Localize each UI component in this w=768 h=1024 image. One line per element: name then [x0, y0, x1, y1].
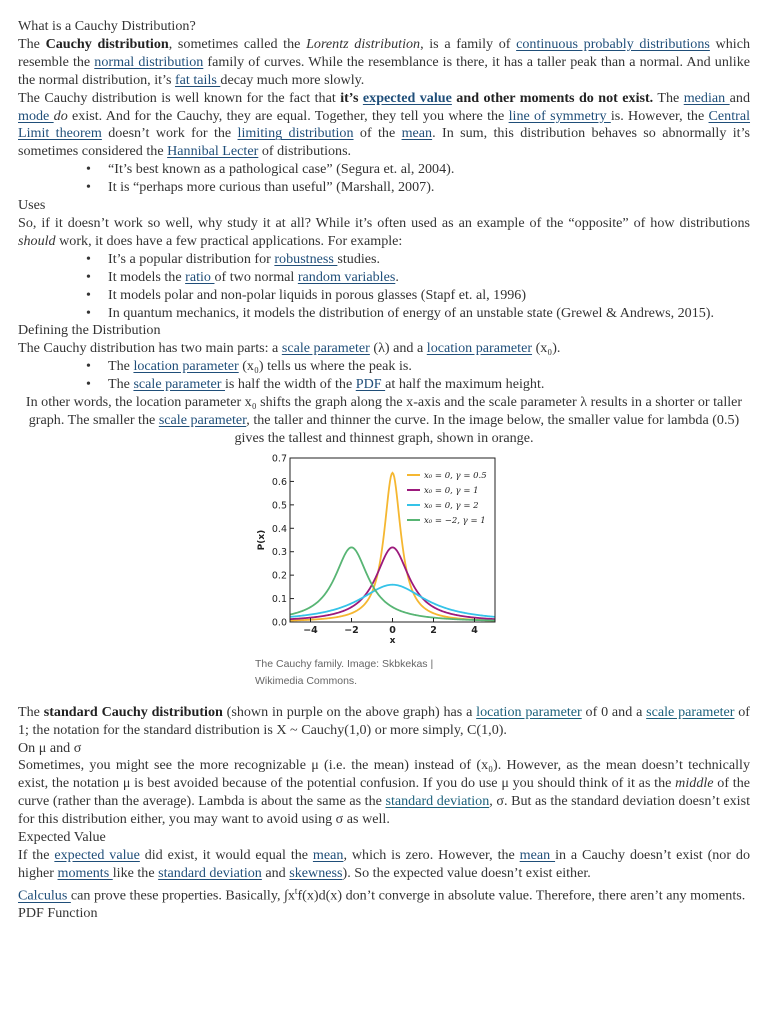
expected-paragraph: If the expected value did exist, it would equal the mean, which is zero. However, the mean in a Cauchy doesn’t exist (nor do higher moments like the standard deviation and skewness). So the expected value doesn’t exist either. Calculus can prove these properties. Basically, $\int x^tf(x)d(x)$ don’t converge in absolute value. Therefore, there aren’t any moments. — [18, 847, 751, 904]
link-robustness[interactable]: robustness — [274, 250, 338, 267]
link-fat-tails[interactable]: fat tails — [174, 71, 221, 88]
y-axis-label: P(x) — [257, 529, 267, 551]
x-tick-label: 0 — [389, 624, 396, 636]
link-standard-deviation-2[interactable]: standard deviation — [158, 864, 262, 881]
x-tick-label: −4 — [303, 624, 318, 636]
link-scale-parameter[interactable]: scale parameter — [281, 340, 370, 357]
link-pdf[interactable]: PDF — [355, 376, 386, 393]
legend-label: x₀ = 0, γ = 1 — [424, 485, 479, 496]
link-central-limit-theorem[interactable]: Central Limit theorem — [18, 107, 751, 142]
list-item: • It’s a popular distribution for robustness studies. — [108, 251, 750, 269]
document — [18, 18, 750, 923]
list-item: • It is “perhaps more curious than useful” (Marshall, 2007). — [108, 179, 750, 197]
parameters-list — [18, 358, 750, 394]
link-ratio[interactable]: ratio — [185, 268, 215, 285]
list-item: • “It’s best known as a pathological case” (Segura et. al, 2004). — [108, 161, 750, 179]
link-scale-parameter-2[interactable]: scale parameter — [133, 376, 225, 393]
heading-pdf-function: PDF Function — [18, 905, 98, 922]
plot-frame — [290, 458, 495, 622]
x-tick-label: 4 — [471, 624, 478, 636]
link-skewness[interactable]: skewness — [289, 864, 343, 881]
other-words-paragraph: In other words, the location parameter x₀ shifts the graph along the x-axis and the scale parameter λ results in a shorter or taller graph. The smaller the scale parameter, the taller and thinner the curve. In the image below, the smaller value for lambda (0.5) gives the tallest and thinnest graph, shown in orange. — [25, 394, 743, 446]
caption-line: The Cauchy family. Image: Skbkekas | — [255, 657, 434, 670]
heading-defining: Defining the Distribution — [18, 322, 161, 339]
link-expected-value[interactable]: expected value — [362, 89, 452, 106]
link-calculus[interactable]: Calculus — [18, 887, 71, 904]
y-tick-label: 0.7 — [271, 453, 287, 465]
list-item: • In quantum mechanics, it models the distribution of energy of an unstable state (Grewel & Andrews, 2015). — [108, 305, 750, 323]
figure-caption — [255, 656, 475, 690]
standard-paragraph: The standard Cauchy distribution (shown in purple on the above graph) has a location parameter of 0 and a scale parameter of 1; the notation for the standard distribution is X ~ Cauchy(1,0) or more simply, C(1,0). — [18, 703, 750, 738]
defining-paragraph: The Cauchy distribution has two main parts: a scale parameter (λ) and a location parameter (x₀). — [18, 340, 561, 357]
link-limiting-distribution[interactable]: limiting distribution — [237, 125, 354, 142]
legend-label: x₀ = 0, γ = 0.5 — [424, 470, 487, 481]
cauchy-chart — [250, 450, 500, 655]
y-tick-label: 0.6 — [271, 476, 287, 488]
uses-list — [18, 251, 750, 323]
x-axis-label: x — [389, 635, 396, 646]
link-mean-3[interactable]: mean — [519, 847, 556, 863]
quotes-list — [18, 161, 750, 197]
series-line-2 — [290, 547, 495, 619]
uses-paragraph: So, if it doesn’t work so well, why study it at all? While it’s often used as an example of the “opposite” of how distributions should work, it does have a few practical applications. For example: — [18, 214, 750, 249]
heading-mu-sigma: On μ and σ — [18, 739, 82, 756]
y-tick-label: 0.4 — [271, 523, 287, 535]
y-tick-label: 0.2 — [271, 570, 287, 582]
link-scale-parameter-3[interactable]: scale parameter — [158, 411, 247, 428]
y-tick-label: 0.1 — [271, 593, 287, 605]
link-median[interactable]: median — [683, 89, 730, 106]
heading-expected-value: Expected Value — [18, 829, 106, 846]
legend-label: x₀ = −2, γ = 1 — [424, 515, 486, 526]
heading-what-is: What is a Cauchy Distribution? — [18, 18, 196, 34]
link-mean-2[interactable]: mean — [312, 847, 344, 863]
intro-paragraph: The Cauchy distribution, sometimes called the Lorentz distribution, is a family of continuous probably distributions which resemble the normal distribution family of curves. While the resemblance is there, it has a taller peak than a normal. And unlike the normal distribution, it’s fat tails decay much more slowly. — [18, 35, 750, 88]
legend-label: x₀ = 0, γ = 2 — [424, 500, 479, 511]
link-continuous-distributions[interactable]: continuous probably distributions — [516, 35, 710, 52]
caption-line: Wikimedia Commons. — [255, 674, 358, 687]
link-random-variables[interactable]: random variables — [297, 268, 396, 285]
list-item: • The location parameter (x₀) tells us where the peak is. — [108, 358, 750, 376]
y-tick-label: 0.3 — [271, 546, 287, 558]
link-expected-value-2[interactable]: expected value — [54, 847, 140, 863]
moments-paragraph: The Cauchy distribution is well known for the fact that it’s expected value and other moments do not exist. The median and mode do exist. And for the Cauchy, they are equal. Together, they tell you where the line of symmetry is. However, the Central Limit theorem doesn’t work for the limiting distribution of the mean. In sum, this distribution behaves so abnormally it’s sometimes considered the Hannibal Lecter of distributions. — [18, 89, 751, 160]
x-tick-label: −2 — [344, 624, 359, 636]
link-moments[interactable]: moments — [57, 864, 113, 881]
list-item: • It models the ratio of two normal random variables. — [108, 269, 750, 287]
link-hannibal-lecter[interactable]: Hannibal Lecter — [167, 143, 259, 160]
mu-paragraph: Sometimes, you might see the more recognizable μ (i.e. the mean) instead of (x₀). However, as the mean doesn’t technically exist, the notation μ is best avoided because of the potential confusion. If you do use μ you should think of it as the middle of the curve (rather than the average). Lambda is about the same as the standard deviation, σ. But as the standard deviation doesn’t exist for this distribution either, you may want to avoid using σ as well. — [18, 757, 751, 828]
link-scale-parameter-4[interactable]: scale parameter — [646, 703, 735, 720]
link-standard-deviation[interactable]: standard deviation — [385, 793, 490, 810]
link-location-parameter-4[interactable]: location parameter — [476, 703, 582, 720]
link-line-of-symmetry[interactable]: line of symmetry — [508, 107, 611, 124]
y-tick-label: 0.5 — [271, 500, 287, 512]
cauchy-figure — [0, 450, 768, 700]
link-normal-distribution[interactable]: normal distribution — [94, 53, 204, 70]
list-item: • It models polar and non-polar liquids in porous glasses (Stapf et. al, 1996) — [108, 287, 750, 305]
link-mode[interactable]: mode — [18, 107, 54, 124]
link-location-parameter[interactable]: location parameter — [426, 340, 533, 357]
link-mean[interactable]: mean — [401, 125, 433, 142]
y-tick-label: 0.0 — [271, 617, 287, 629]
list-item: • The scale parameter is half the width of the PDF at half the maximum height. — [108, 376, 750, 394]
series-line-3 — [290, 584, 495, 616]
heading-uses: Uses — [18, 197, 46, 214]
link-location-parameter-2[interactable]: location parameter — [133, 358, 239, 375]
x-tick-label: 2 — [430, 624, 437, 636]
